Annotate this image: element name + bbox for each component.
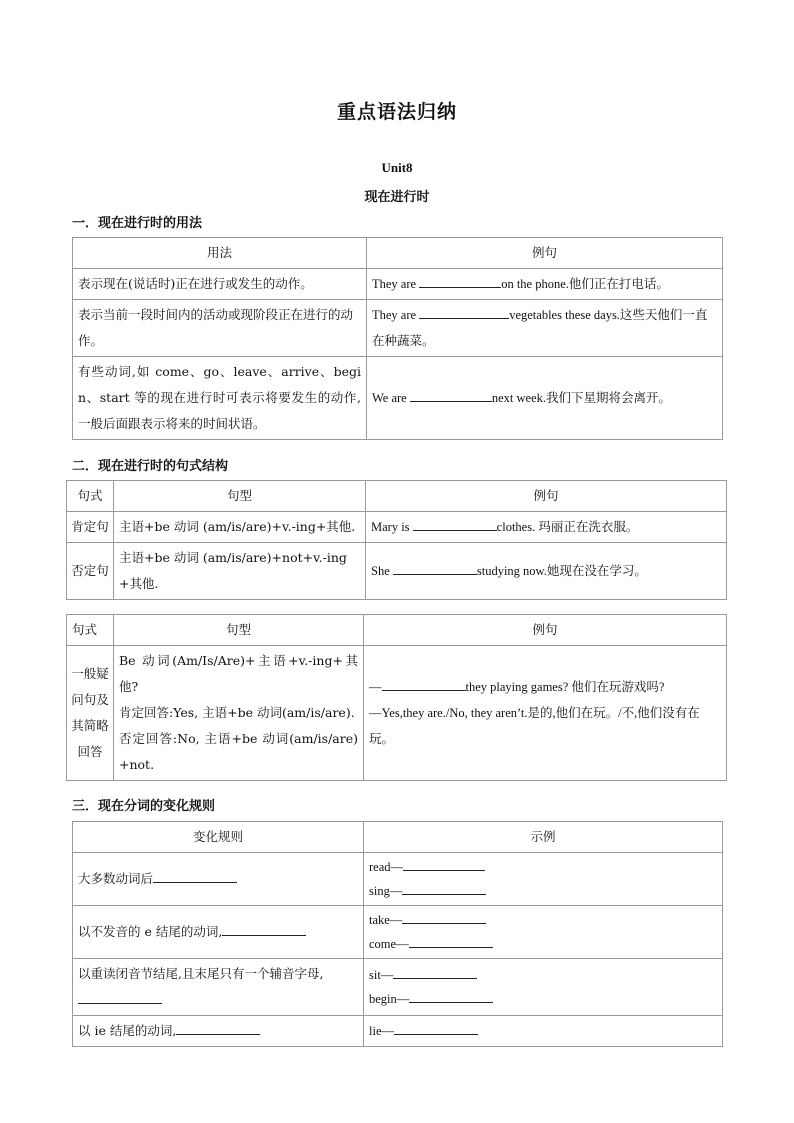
table-row	[73, 269, 723, 300]
answer-blank[interactable]	[222, 921, 306, 936]
example-word: sit—	[369, 968, 394, 982]
examples-cell	[364, 853, 723, 906]
answer-blank[interactable]	[394, 1020, 478, 1035]
pattern-cell: 主语+be 动词 (am/is/are)+not+v.-ing+其他.	[114, 543, 366, 600]
header-examples: 示例	[364, 822, 723, 853]
example-cell	[367, 357, 723, 440]
table-row	[67, 512, 727, 543]
example-line	[369, 963, 717, 987]
answer-blank[interactable]	[413, 516, 497, 531]
header-type: 句式	[67, 481, 114, 512]
example-line	[369, 987, 717, 1011]
table-header-row	[67, 481, 727, 512]
answer-blank[interactable]	[153, 868, 237, 883]
example-cell	[366, 512, 727, 543]
answer-blank[interactable]	[402, 880, 486, 895]
usage-cell: 有些动词,如 come、go、leave、arrive、begin、start 等的现在进行时可表示将要发生的动作,一般后面跟表示将来的时间状语。	[73, 357, 367, 440]
answer-blank[interactable]	[409, 988, 493, 1003]
section2-heading: 二．现在进行时的句式结构	[72, 459, 229, 474]
example-cell	[366, 543, 727, 600]
example-word: read—	[369, 860, 404, 874]
header-example: 例句	[366, 481, 727, 512]
example-text: clothes. 玛丽正在洗衣服。	[496, 520, 639, 534]
header-type: 句式	[67, 615, 114, 646]
rule-text: 以不发音的 e 结尾的动词,	[78, 924, 223, 939]
example-line	[369, 1018, 717, 1044]
example-text: They are	[372, 308, 420, 322]
rule-cell	[73, 1016, 364, 1047]
table-row	[73, 906, 723, 959]
table-row	[67, 646, 727, 781]
unit-label: Unit8	[381, 160, 413, 175]
example-text: next week.我们下星期将会离开。	[491, 391, 672, 405]
example-word: come—	[369, 937, 409, 951]
example-text: vegetables these days.这些天他们一直在种蔬菜。	[372, 308, 708, 348]
example-line	[369, 879, 717, 903]
example-text: on the phone.他们正在打电话。	[501, 277, 669, 291]
table-header-row	[73, 822, 723, 853]
example-text: —	[369, 680, 382, 694]
example-text: They are	[372, 277, 420, 291]
examples-cell	[364, 959, 723, 1016]
table-header-row	[67, 615, 727, 646]
answer-blank[interactable]	[176, 1020, 260, 1035]
example-cell	[367, 300, 723, 357]
table-row	[73, 357, 723, 440]
usage-cell: 表示现在(说话时)正在进行或发生的动作。	[73, 269, 367, 300]
header-example: 例句	[367, 238, 723, 269]
examples-cell	[364, 906, 723, 959]
example-cell	[367, 269, 723, 300]
header-rule: 变化规则	[73, 822, 364, 853]
example-line	[369, 932, 717, 956]
rule-text: 大多数动词后	[78, 871, 154, 886]
answer-blank[interactable]	[78, 989, 162, 1004]
page-title: 重点语法归纳	[336, 101, 457, 123]
answer-blank[interactable]	[410, 387, 492, 402]
example-text: they playing games? 他们在玩游戏吗?	[465, 680, 665, 694]
rule-text: 以重读闭音节结尾,且末尾只有一个辅音字母,	[78, 966, 324, 981]
header-example: 例句	[364, 615, 727, 646]
answer-blank[interactable]	[419, 273, 501, 288]
example-text: studying now.她现在没在学习。	[476, 564, 647, 578]
table-row	[73, 300, 723, 357]
answer-blank[interactable]	[402, 909, 486, 924]
answer-blank[interactable]	[409, 933, 493, 948]
header-pattern: 句型	[114, 481, 366, 512]
table-header-row	[73, 238, 723, 269]
example-word: sing—	[369, 884, 403, 898]
rule-cell	[73, 906, 364, 959]
answer-blank[interactable]	[382, 676, 466, 691]
example-word: begin—	[369, 992, 410, 1006]
table-row	[73, 959, 723, 1016]
answer-blank[interactable]	[393, 560, 477, 575]
section3-heading: 三．现在分词的变化规则	[72, 799, 216, 814]
participle-rules-table	[72, 821, 723, 1047]
pattern-line: Be 动词(Am/Is/Are)+主语+v.-ing+其他?	[119, 653, 358, 694]
example-line	[369, 908, 717, 932]
example-line	[369, 674, 721, 700]
header-pattern: 句型	[114, 615, 364, 646]
example-text: She	[371, 564, 393, 578]
question-structure-table	[66, 614, 727, 781]
example-word: lie—	[369, 1024, 394, 1038]
table-row	[67, 543, 727, 600]
answer-blank[interactable]	[403, 856, 485, 871]
example-line: —Yes,they are./No, they aren’t.是的,他们在玩。/不,他们没有在玩。	[369, 706, 700, 746]
pattern-cell: 主语+be 动词 (am/is/are)+v.-ing+其他.	[114, 512, 366, 543]
example-word: take—	[369, 913, 403, 927]
pattern-cell	[114, 646, 364, 781]
pattern-line: 肯定回答:Yes, 主语+be 动词(am/is/are).	[119, 705, 355, 720]
answer-blank[interactable]	[419, 304, 509, 319]
rule-cell	[73, 853, 364, 906]
examples-cell	[364, 1016, 723, 1047]
rule-text: 以 ie 结尾的动词,	[78, 1023, 177, 1038]
rule-cell	[73, 959, 364, 1016]
sentence-type-cell: 否定句	[67, 543, 114, 600]
table-row	[73, 853, 723, 906]
page-subtitle: 现在进行时	[364, 190, 430, 205]
answer-blank[interactable]	[393, 964, 477, 979]
header-usage: 用法	[73, 238, 367, 269]
usage-table	[72, 237, 723, 440]
pattern-line: 否定回答:No, 主语+be 动词(am/is/are)+not.	[119, 731, 358, 772]
table-row	[73, 1016, 723, 1047]
example-cell	[364, 646, 727, 781]
example-text: We are	[372, 391, 410, 405]
sentence-type-cell: 肯定句	[67, 512, 114, 543]
structure-table	[66, 480, 727, 600]
section1-heading: 一．现在进行时的用法	[72, 216, 203, 231]
example-line	[369, 855, 717, 879]
sentence-type-cell: 一般疑问句及其简略回答	[67, 646, 114, 781]
usage-cell: 表示当前一段时间内的活动或现阶段正在进行的动作。	[73, 300, 367, 357]
example-text: Mary is	[371, 520, 413, 534]
